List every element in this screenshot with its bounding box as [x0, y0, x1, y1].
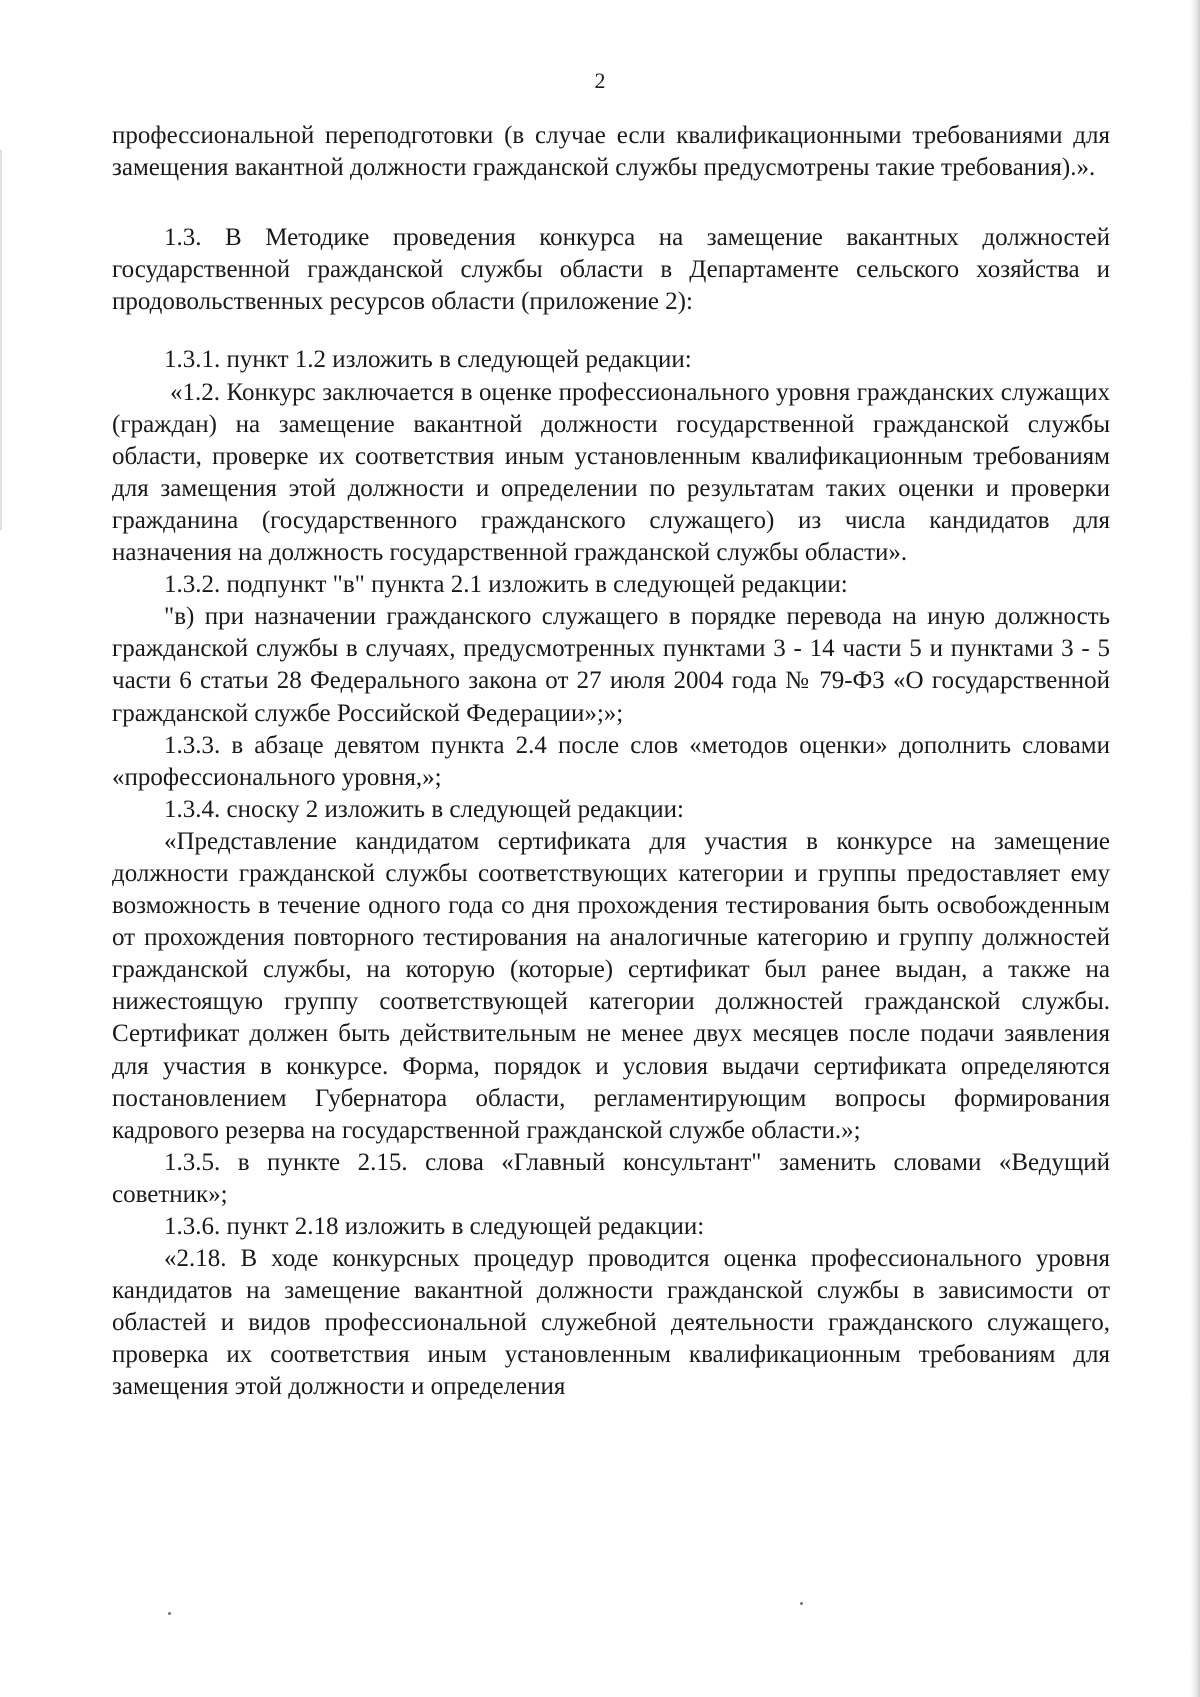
paragraph-quote-1-2: «1.2. Конкурс заключается в оценке профессионального уровня гражданских служащих (граждан) на замещение вакантной должности государственной гражданской службы области, проверке их соответствия иным установленным квалификационным требованиям для замещения этой должности и определении по результатам таких оценки и проверки гражданина (государственного гражданского служащего) из числа кандидатов для назначения на должность государственной гражданской службы области».: [112, 378, 1110, 567]
paragraph-1-3-3: 1.3.3. в абзаце девятом пункта 2.4 после слов «методов оценки» дополнить словами «профессионального уровня,»;: [112, 731, 1110, 791]
paragraph-1-3-5: 1.3.5. в пункте 2.15. слова «Главный консультант" заменить словами «Ведущий советник»;: [112, 1148, 1110, 1208]
document-body: [112, 120, 1110, 1404]
paragraph-1-3-4: 1.3.4. сноску 2 изложить в следующей редакции:: [164, 795, 684, 823]
paragraph-1-3-1: 1.3.1. пункт 1.2 изложить в следующей редакции:: [164, 346, 692, 374]
scan-speck: [168, 1612, 171, 1615]
paragraph-quote-footnote-2: «Представление кандидатом сертификата для участия в конкурсе на замещение должности гражданской службы соответствующих категории и группы предоставляет ему возможность в течение одного года со дня прохождения тестирования быть освобожденным от прохождения повторного тестирования на аналогичные категорию и группу должностей гражданской службы, на которую (которые) сертификат был ранее выдан, а также на нижестоящую группу соответствующей категории должностей гражданской службы. Сертификат должен быть действительным не менее двух месяцев после подачи заявления для участия в конкурсе. Форма, порядок и условия выдачи сертификата определяются постановлением Губернатора области, регламентирующим вопросы формирования кадрового резерва на государственной гражданской службе области.»;: [112, 827, 1110, 1144]
scan-speck: [800, 1602, 803, 1605]
paragraph-1-3-2: 1.3.2. подпункт "в" пункта 2.1 изложить в следующей редакции:: [164, 571, 848, 599]
paragraph-section-1-3: 1.3. В Методике проведения конкурса на замещение вакантных должностей государственной гражданской службы области в Департаменте сельского хозяйства и продовольственных ресурсов области (приложение 2):: [112, 224, 1110, 316]
paragraph-1-3-6: 1.3.6. пункт 2.18 изложить в следующей редакции:: [164, 1213, 705, 1240]
paragraph-continuation: профессиональной переподготовки (в случае если квалификационными требованиями для замещения вакантной должности гражданской службы предусмотрены такие требования).».: [112, 122, 1110, 182]
paragraph-quote-2-18: «2.18. В ходе конкурсных процедур проводится оценка профессионального уровня кандидатов на замещение вакантной должности гражданской службы в зависимости от областей и видов профессиональной служебной деятельности гражданского служащего, проверка их соответствия иным установленным квалификационным требованиям для замещения этой должности и определения: [112, 1245, 1110, 1401]
page-left-edge-mark: [0, 150, 2, 530]
page-edge-shadow: [1190, 0, 1200, 1697]
paragraph-quote-2-1-v: "в) при назначении гражданского служащего в порядке перевода на иную должность гражданской службы в случаях, предусмотренных пунктами 3 - 14 части 5 и пунктами 3 - 5 части 6 статьи 28 Федерального закона от 27 июля 2004 года № 79-ФЗ «О государственной гражданской службе Российской Федерации»;»;: [112, 603, 1110, 727]
page-number: 2: [594, 68, 606, 93]
